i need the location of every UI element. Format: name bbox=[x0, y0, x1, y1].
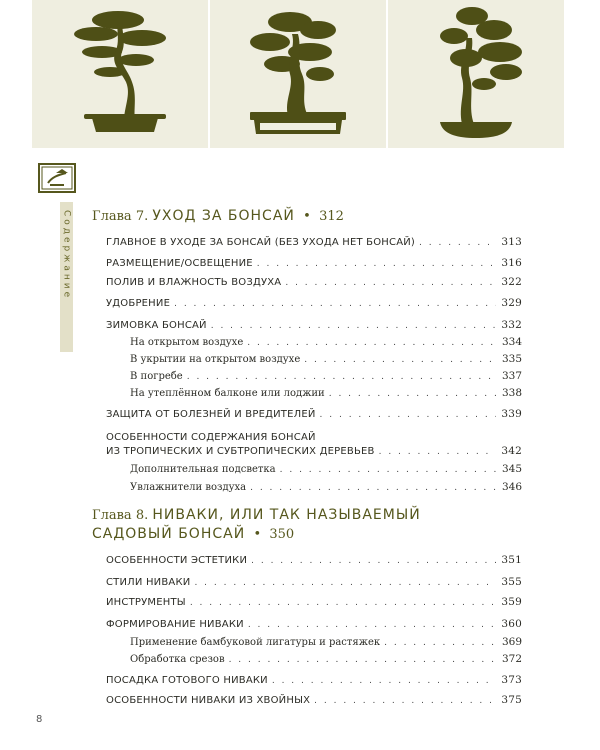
toc-entry[interactable]: ПОСАДКА ГОТОВОГО НИВАКИ . . . 373 bbox=[106, 674, 522, 688]
toc-entry[interactable]: ИЗ ТРОПИЧЕСКИХ И СУБТРОПИЧЕСКИХ ДЕРЕВЬЕВ . . . 342 bbox=[106, 445, 522, 459]
toc-subentry[interactable]: Обработка срезов . . . 372 bbox=[130, 653, 522, 667]
toc-subentry[interactable]: В погребе . . . 337 bbox=[130, 370, 522, 384]
chapter-8-heading: Глава 8. НИВАКИ, ИЛИ ТАК НАЗЫВАЕМЫЙ САДОВЫЙ БОНСАЙ • 350 bbox=[92, 507, 421, 542]
chapter-8-title: САДОВЫЙ БОНСАЙ bbox=[92, 526, 246, 542]
bonsai-tree-1-icon bbox=[32, 0, 208, 148]
toc-entry[interactable]: РАЗМЕЩЕНИЕ/ОСВЕЩЕНИЕ . . . 316 bbox=[106, 257, 522, 271]
chapter-7-prefix: Глава 7. bbox=[92, 209, 149, 224]
chapter-8-title-line1: НИВАКИ, ИЛИ ТАК НАЗЫВАЕМЫЙ bbox=[152, 507, 421, 523]
toc-subentry[interactable]: В укрытии на открытом воздухе . . . 335 bbox=[130, 353, 522, 367]
toc-entry[interactable]: УДОБРЕНИЕ . . . 329 bbox=[106, 297, 522, 311]
toc-subentry[interactable]: Применение бамбуковой лигатуры и растяжек . . . 369 bbox=[130, 636, 522, 650]
side-strip bbox=[60, 202, 73, 352]
toc-subentry[interactable]: На открытом воздухе . . . 334 bbox=[130, 336, 522, 350]
bonsai-illustration-1 bbox=[32, 0, 208, 148]
toc-entry[interactable]: ИНСТРУМЕНТЫ . . . 359 bbox=[106, 596, 522, 610]
chapter-7-title: УХОД ЗА БОНСАЙ bbox=[152, 208, 295, 224]
bonsai-illustration-3 bbox=[388, 0, 564, 148]
toc-subentry[interactable]: Увлажнители воздуха . . . 346 bbox=[130, 481, 522, 495]
bonsai-tree-2-icon bbox=[210, 0, 386, 148]
bonsai-illustration-2 bbox=[210, 0, 386, 148]
toc-entry[interactable]: ЗАЩИТА ОТ БОЛЕЗНЕЙ И ВРЕДИТЕЛЕЙ . . . 339 bbox=[106, 408, 522, 422]
book-logo-icon bbox=[38, 163, 76, 193]
toc-entry[interactable]: ГЛАВНОЕ В УХОДЕ ЗА БОНСАЙ (БЕЗ УХОДА НЕТ БОНСАЙ) . . . 313 bbox=[106, 236, 522, 250]
chapter-8-prefix: Глава 8. bbox=[92, 508, 149, 523]
toc-entry[interactable]: СТИЛИ НИВАКИ . . . 355 bbox=[106, 576, 522, 590]
chapter-7-page: 312 bbox=[319, 209, 344, 224]
side-label: Содержание bbox=[61, 210, 72, 301]
toc-subentry[interactable]: Дополнительная подсветка . . . 345 bbox=[130, 463, 522, 477]
toc-entry[interactable]: ОСОБЕННОСТИ НИВАКИ ИЗ ХВОЙНЫХ . . . 375 bbox=[106, 694, 522, 708]
page-number: 8 bbox=[36, 714, 43, 725]
bonsai-tree-3-icon bbox=[388, 0, 564, 148]
chapter-8-page: 350 bbox=[269, 527, 295, 542]
illustration-banner bbox=[32, 0, 564, 148]
toc-entry[interactable]: ОСОБЕННОСТИ ЭСТЕТИКИ . . . 351 bbox=[106, 554, 522, 568]
toc-entry[interactable]: ФОРМИРОВАНИЕ НИВАКИ . . . 360 bbox=[106, 618, 522, 632]
toc-subentry[interactable]: На утеплённом балконе или лоджии . . . 338 bbox=[130, 387, 522, 401]
chapter-7-heading: Глава 7. УХОД ЗА БОНСАЙ • 312 bbox=[92, 208, 344, 224]
toc-entry[interactable]: ПОЛИВ И ВЛАЖНОСТЬ ВОЗДУХА . . . 322 bbox=[106, 276, 522, 290]
toc-entry[interactable]: ОСОБЕННОСТИ СОДЕРЖАНИЯ БОНСАЙ bbox=[106, 432, 316, 443]
toc-entry[interactable]: ЗИМОВКА БОНСАЙ . . . 332 bbox=[106, 319, 522, 333]
